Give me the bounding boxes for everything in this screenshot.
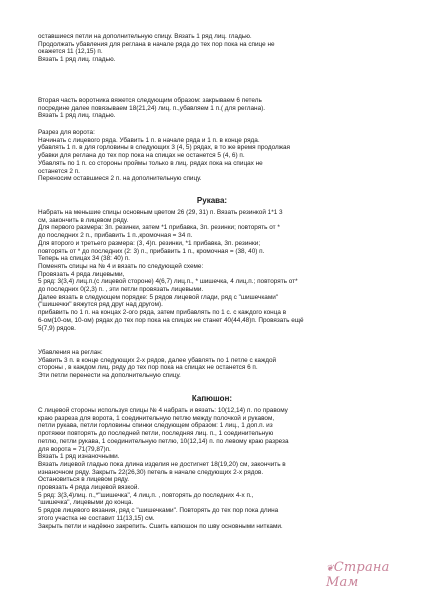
text-line: Остановиться в лицевом ряду. [38, 476, 129, 484]
text-line: убавлять 1 п. в для горловины в следующих 3 (4, 5) рядах, в то же время продолжая [38, 144, 291, 152]
text-line: Набрать на меньшие спицы основным цветом 26 (29, 31) п. Вязать резинкой 1*1 3 [38, 209, 283, 216]
text-line: 5 рядов лицевого вязания, ряд с "шишечками". Повторять до тех пор пока длина [38, 507, 279, 515]
text-line: "шишечка", лицевыми до конца. [38, 499, 134, 507]
text-line: Переносим оставшиеся 2 п. на дополнительную спицу. [38, 175, 202, 183]
text-line: убавки для реглана до тех пор пока на спицах не останется 5 (4, 6) п. [38, 152, 245, 160]
text-line: краю разреза для ворота, 1 соединительную петлю между полочкой и рукавом, [38, 414, 275, 422]
text-line: Вязать 1 ряд изнаночными. [38, 453, 120, 461]
text-line: этого участка не составит 11(13,15) см. [38, 514, 155, 522]
text-line: посредине далее повязываем 18(21,24) лиц. п.,убавляем 1 п.( для реглана). [38, 104, 266, 112]
text-line: провязать 4 ряда лицевой вязкой. [38, 484, 140, 492]
section-heading-sleeves [0, 196, 424, 205]
text-line: до последних 0(2,3) п. , эти петли провязать лицевыми. [38, 286, 204, 294]
text-line: повторять от * до последних (2: 3) п., прибавить 1 п., кромочная = (38, 40) п. [38, 247, 265, 255]
watermark-text [326, 560, 418, 590]
text-line: 5(7,9) рядов. [38, 324, 76, 332]
heading-text: Капюшон: [191, 394, 233, 403]
paragraph-neck-opening [38, 129, 400, 183]
text-line: прибавить по 1 п. на концах 2-ого ряда, затем прибавлять по 1 с. с каждого конца в [38, 309, 287, 317]
text-line: петли рукава, петли горловины спинки следующем образом: 1 лиц., 1 доп.п. из [38, 422, 273, 430]
text-line: 6-ом(10-ом, 10-ом) рядах до тех пор пока на спицах не станет 40(44,48)п. Провязать ещё [38, 316, 304, 324]
watermark-label: Страна Мам [326, 560, 390, 590]
paragraph-sleeves [38, 209, 400, 332]
text-line: Вязать 1 ряд лиц. гладью. [38, 56, 116, 64]
text-line: С лицевой стороны используя спицы № 4 набрать и вязать: 10(12,14) п. по правому [38, 407, 288, 414]
text-line: Убавить 3 п. в конце следующих 2-х рядов, далее убавлять по 1 петле с каждой [38, 356, 277, 364]
text-line: до последних 2 п., прибавить 1 п.,кромочная = 34 п. [38, 232, 193, 240]
text-line: протяжки повторять до последней петли, последняя лиц. п., 1 соединительную [38, 430, 274, 438]
text-line: стороны , в каждом лиц. ряду до тех пор пока на спицах не останется 6 п. [38, 364, 258, 372]
text-line: останется 2 п. [38, 167, 80, 175]
paragraph-intro [38, 33, 400, 64]
text-line: см, закончить в лицевом ряду. [38, 216, 129, 224]
text-line: окажется 11 (12,15) п. [38, 48, 103, 56]
text-line: для ворота = 71(79,87)п. [38, 445, 111, 453]
text-line: Убавлять по 1 п. со стороны проймы только в лиц. рядах пока на спицах не [38, 159, 263, 167]
text-line: 5 ряд: 3(3,4) лиц.п.(с лицевой стороне) 4(6,7) лиц.п., * шишечка, 4 лиц.п.; повторять от* [38, 278, 298, 286]
text-line: Далее вязать в следующем порядке: 5 рядов лицевой глади, ряд с "шишечками" [38, 293, 279, 301]
paragraph-raglan [38, 349, 400, 380]
heading-text: Рукава: [196, 196, 228, 205]
text-line: Продолжать убавления для реглана в начале ряда до тех пор пока на спице не [38, 40, 275, 48]
text-line: Для первого размера: 3п. резинки, затем *1 прибавка, 3п. резинки; повторять от * [38, 224, 280, 232]
text-line: 5 ряд: 3(3,4)лиц. п.,*"шишечка", 4 лиц.п. , повторять до последних 4-х п., [38, 491, 254, 499]
paragraph-hood [38, 407, 400, 530]
text-line: Закрыть петли и надёжно закрепить. Сшить капюшон по шву основными нитками. [38, 522, 283, 530]
text-line: Эти петли перенести на дополнительную спицу. [38, 372, 181, 380]
section-heading-hood [0, 394, 424, 403]
text-line: петлю, петли рукава, 1 соединительную петлю, 10(12,14) п. по левому краю разреза [38, 437, 289, 445]
text-line: оставшиеся петли на дополнительную спицу. Вязать 1 ряд лиц. гладью. [38, 33, 252, 40]
site-watermark-logo [326, 560, 418, 592]
text-line: Теперь на спицах 34 (38: 40) п. [38, 255, 130, 263]
text-line: Вторая часть воротника вяжется следующим образом: закрываем 6 петель [38, 97, 262, 104]
bird-icon: ❦ [326, 564, 334, 574]
text-line: Начинать с лицевого ряда. Убавить 1 п. в начале ряда и 1 п. в конце ряда. [38, 136, 260, 144]
text-line: Провязать 4 ряда лицевыми, [38, 270, 125, 278]
text-line: изнаночном ряду. Закрыть 22(26,30) петель в начале следующих 2-х рядов. [38, 468, 264, 476]
text-line: Вязать 1 ряд лиц. гладью. [38, 112, 116, 120]
text-line: Вязать лицевой гладью пока длина изделия не достигнет 18(19,20) см, закончить в [38, 460, 286, 468]
text-line: ("шишечки" вяжутся ряд друг над другом). [38, 301, 163, 309]
text-line: Разрез для ворота: [38, 129, 95, 136]
text-line: Поменять спицы на № 4 и вязать по следующей схеме: [38, 262, 204, 270]
paragraph-collar [38, 97, 400, 120]
text-line: Для второго и третьего размера: (3, 4)п. резинки, *1 прибавка, 3п. резинки; [38, 239, 261, 247]
text-line: Убавления на реглан: [38, 349, 103, 356]
